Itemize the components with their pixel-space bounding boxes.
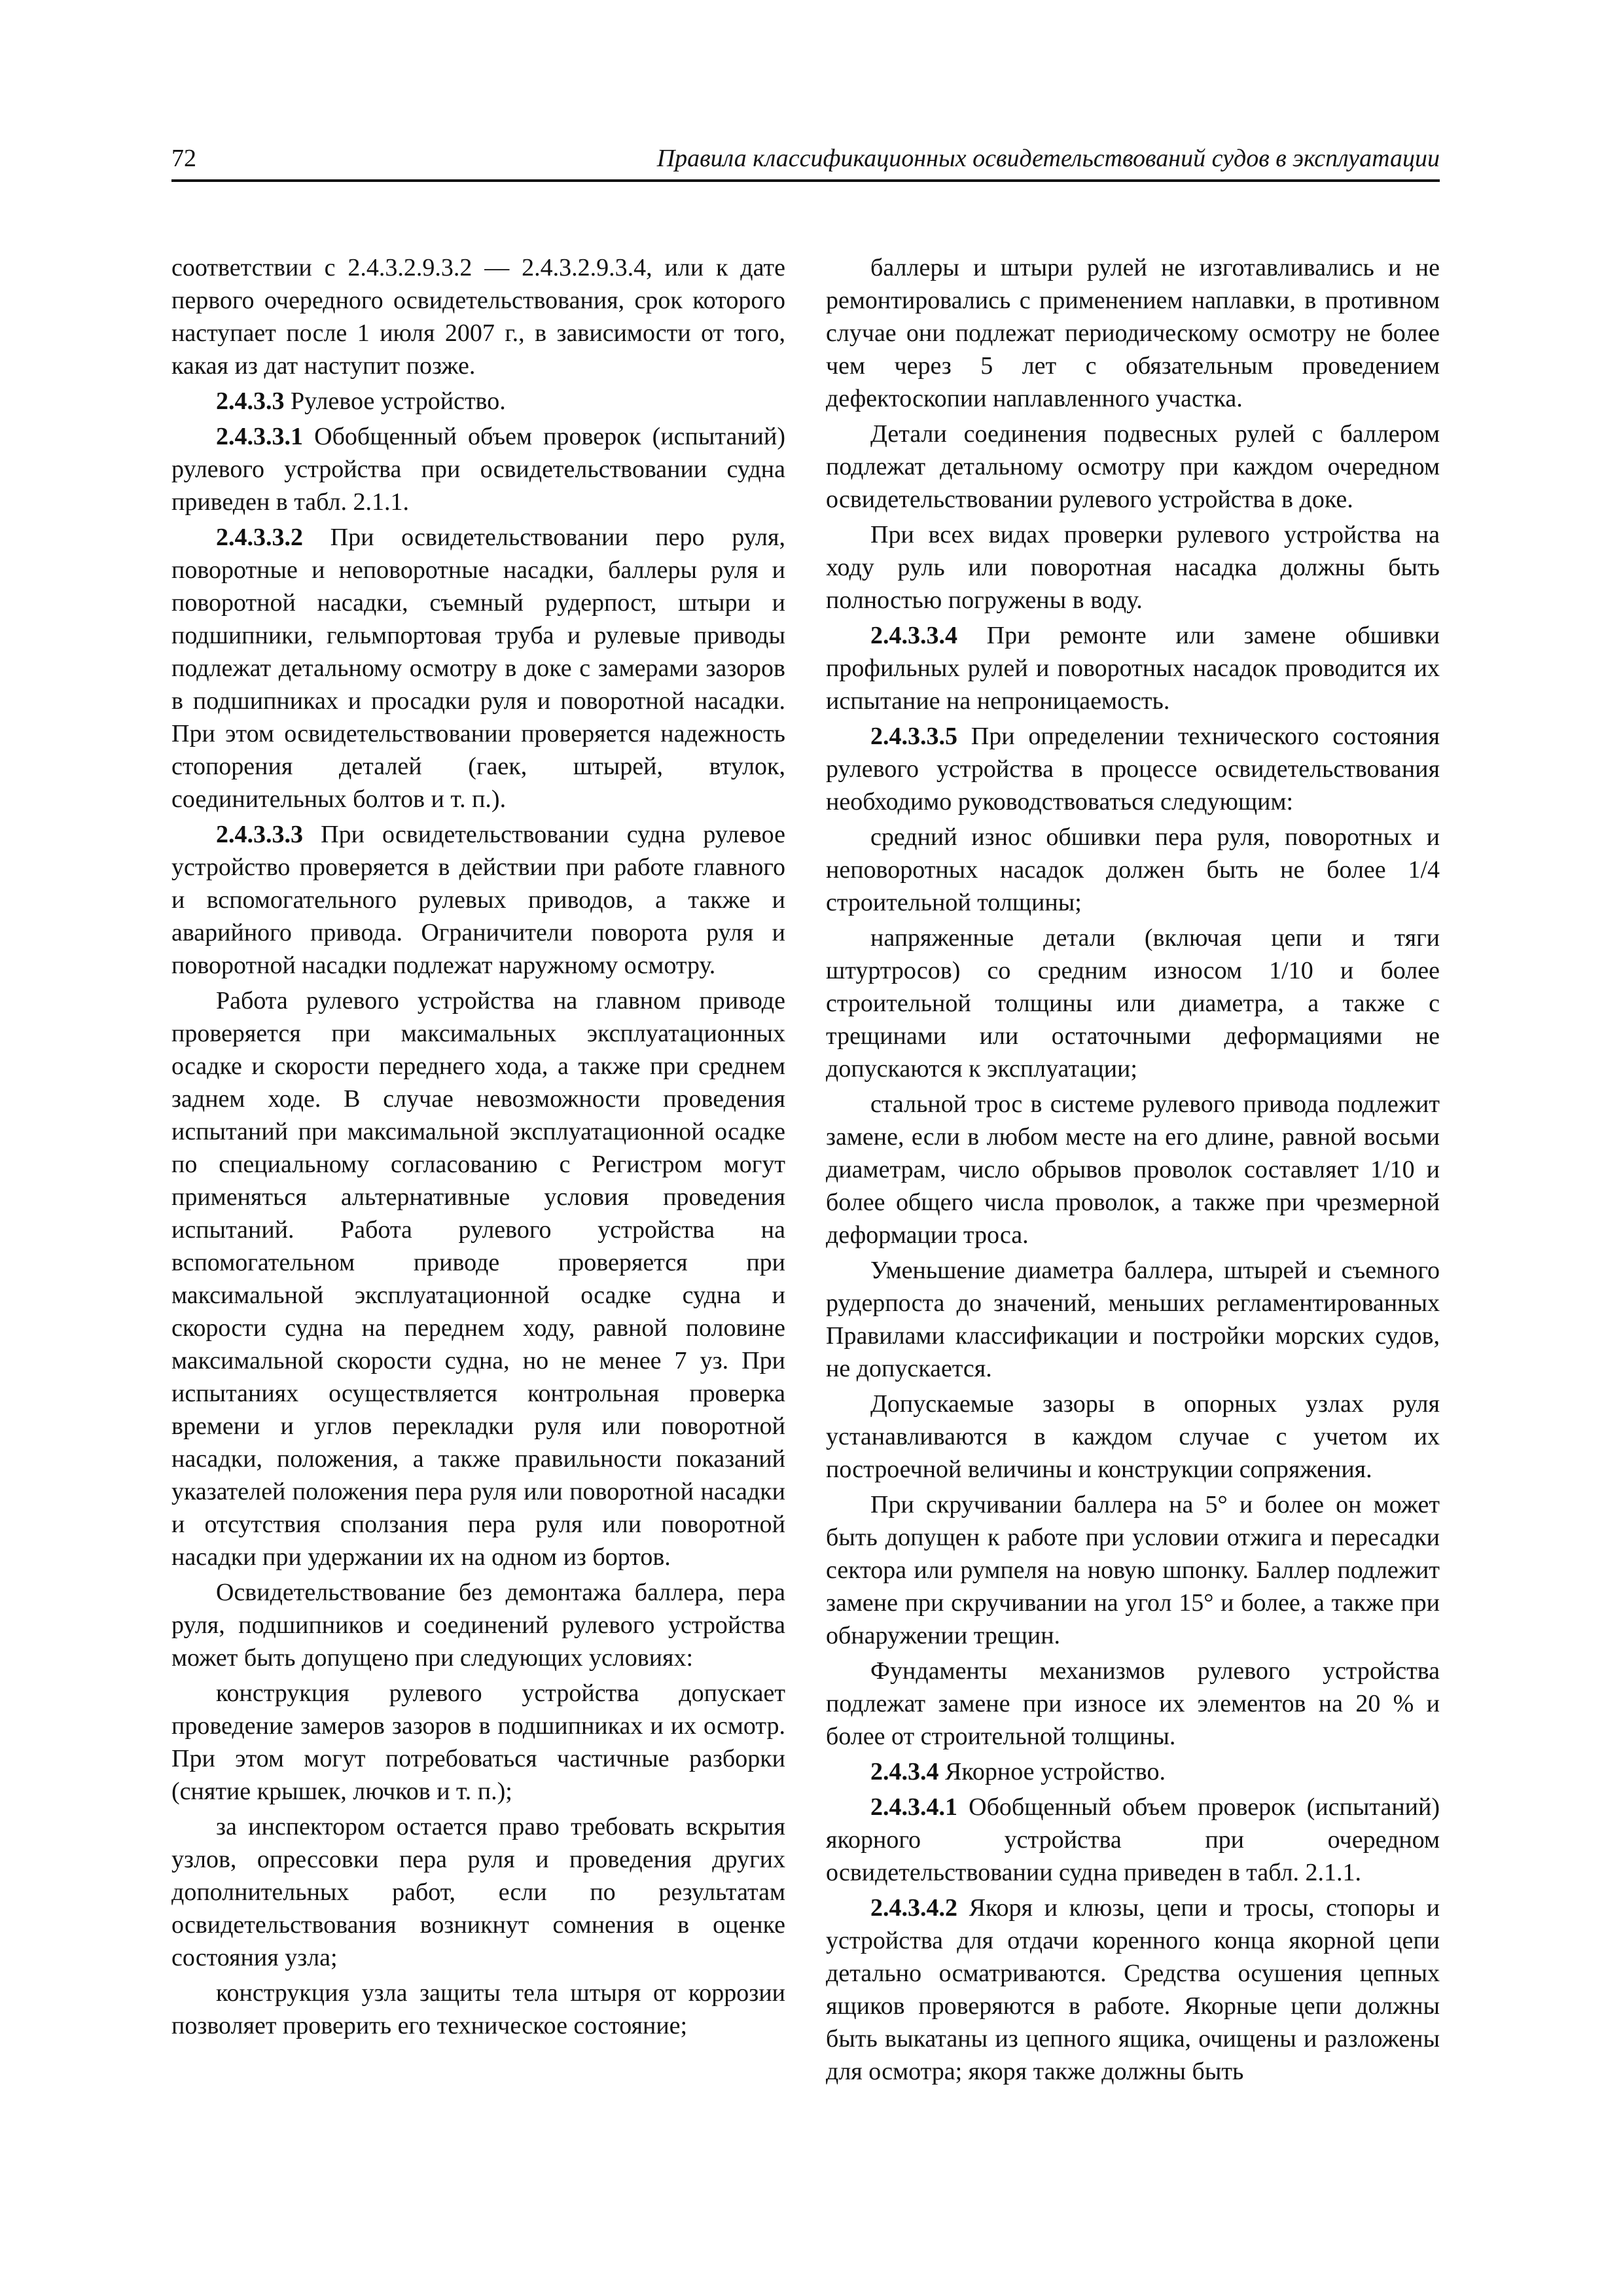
paragraph-text: Детали соединения подвесных рулей с баллером подлежат детальному осмотру при каждом очередном освидетельствовании рулевого устройства в доке. — [826, 420, 1440, 513]
paragraph-text: Допускаемые зазоры в опорных узлах руля устанавливаются в каждом случае с учетом их построечной величины и конструкции сопряжения. — [826, 1390, 1440, 1483]
section-number: 2.4.3.3.1 — [216, 423, 303, 450]
paragraph-text: При всех видах проверки рулевого устройства на ходу руль или поворотная насадка должны быть полностью погружены в воду. — [826, 521, 1440, 614]
section-number: 2.4.3.3.5 — [870, 723, 957, 750]
section-number: 2.4.3.3.3 — [216, 821, 303, 848]
paragraph — [826, 518, 1440, 617]
section-number: 2.4.3.4 — [870, 1758, 939, 1785]
paragraph — [171, 385, 785, 418]
paragraph-text: за инспектором остается право требовать вскрытия узлов, опрессовки пера руля и проведения других дополнительных работ, если по результатам освидетельствования возникнут сомнения в оценке состояния узла; — [171, 1813, 785, 1971]
paragraph — [826, 619, 1440, 717]
paragraph — [171, 1810, 785, 1974]
section-number: 2.4.3.4.1 — [870, 1793, 957, 1821]
paragraph-text: Обобщенный объем проверок (испытаний) якорного устройства при очередном освидетельствовании судна приведен в табл. 2.1.1. — [826, 1793, 1440, 1886]
page-number: 72 — [171, 145, 196, 172]
paragraph — [826, 1655, 1440, 1753]
paragraph — [171, 984, 785, 1573]
paragraph-text: средний износ обшивки пера руля, поворотных и неповоротных насадок должен быть не более 1/4 строительной толщины; — [826, 823, 1440, 916]
paragraph-text: При освидетельствовании перо руля, поворотные и неповоротные насадки, баллеры руля и поворотной насадки, съемный рудерпост, штыри и подшипники, гельмпортовая труба и рулевые приводы подлежат детальному осмотру в доке с замерами зазоров в подшипниках и просадки руля и поворотной насадки. При этом освидетельствовании проверяется надежность стопорения деталей (гаек, штырей, втулок, соединительных болтов и т. п.). — [171, 524, 785, 813]
paragraph-text: При определении технического состояния рулевого устройства в процессе освидетельствования необходимо руководствоваться следующим: — [826, 723, 1440, 816]
section-number: 2.4.3.4.2 — [870, 1894, 957, 1922]
paragraph — [826, 720, 1440, 818]
section-number: 2.4.3.3.4 — [870, 622, 957, 649]
paragraph — [826, 922, 1440, 1085]
paragraph — [171, 521, 785, 816]
paragraph-text: При скручивании баллера на 5° и более он может быть допущен к работе при условии отжига и пересадки сектора или румпеля на новую шпонку. Баллер подлежит замене при скручивании на угол 15° и более, а также при обнаружении трещин. — [826, 1491, 1440, 1649]
paragraph-text: Обобщенный объем проверок (испытаний) рулевого устройства при освидетельствовании судна приведен в табл. 2.1.1. — [171, 423, 785, 516]
paragraph — [171, 251, 785, 382]
paragraph — [826, 1088, 1440, 1251]
running-title: Правила классификационных освидетельствований судов в эксплуатации — [656, 145, 1440, 172]
paragraph — [826, 251, 1440, 415]
paragraph-text: При ремонте или замене обшивки профильных рулей и поворотных насадок проводится их испытание на непроницаемость. — [826, 622, 1440, 715]
paragraph-text: Фундаменты механизмов рулевого устройства подлежат замене при износе их элементов на 20 % и более от строительной толщины. — [826, 1657, 1440, 1750]
paragraph-text: Якоря и клюзы, цепи и тросы, стопоры и устройства для отдачи коренного конца якорной цепи детально осматриваются. Средства осушения цепных ящиков проверяются в работе. Якорные цепи должны быть выкатаны из цепного ящика, очищены и разложены для осмотра; якоря также должны быть — [826, 1894, 1440, 2085]
left-text-column — [171, 251, 785, 2042]
paragraph-text: напряженные детали (включая цепи и тяги штуртросов) со средним износом 1/10 и более строительной толщины или диаметра, а также с трещинами или остаточными деформациями не допускаются к эксплуатации; — [826, 924, 1440, 1083]
paragraph-text: стальной трос в системе рулевого привода подлежит замене, если в любом месте на его длине, равной восьми диаметрам, число обрывов проволок составляет 1/10 и более общего числа проволок, а также при чрезмерной деформации троса. — [826, 1090, 1440, 1249]
paragraph-text: Уменьшение диаметра баллера, штырей и съемного рудерпоста до значений, меньших регламентированных Правилами классификации и постройки морских судов, не допускается. — [826, 1257, 1440, 1382]
paragraph — [826, 1791, 1440, 1889]
paragraph-text: Освидетельствование без демонтажа баллера, пера руля, подшипников и соединений рулевого устройства может быть допущено при следующих условиях: — [171, 1579, 785, 1672]
paragraph — [826, 1892, 1440, 2088]
paragraph-text: конструкция рулевого устройства допускает проведение замеров зазоров в подшипниках и их осмотр. При этом могут потребоваться частичные разборки (снятие крышек, лючков и т. п.); — [171, 1679, 785, 1805]
paragraph — [826, 418, 1440, 516]
paragraph-text: конструкция узла защиты тела штыря от коррозии позволяет проверить его техническое состояние; — [171, 1979, 785, 2039]
paragraph — [826, 1388, 1440, 1486]
section-number: 2.4.3.3 — [216, 387, 285, 415]
paragraph — [171, 818, 785, 982]
paragraph — [171, 1977, 785, 2042]
paragraph-text: При освидетельствовании судна рулевое устройство проверяется в действии при работе главного и вспомогательного рулевых приводов, а также и аварийного привода. Ограничители поворота руля и поворотной насадки подлежат наружному осмотру. — [171, 821, 785, 979]
paragraph-text: Рулевое устройство. — [284, 387, 506, 415]
paragraph-text: баллеры и штыри рулей не изготавливались и не ремонтировались с применением наплавки, в противном случае они подлежат периодическому осмотру не более чем через 5 лет с обязательным проведением дефектоскопии наплавленного участка. — [826, 254, 1440, 412]
paragraph-text: соответствии с 2.4.3.2.9.3.2 — 2.4.3.2.9.3.4, или к дате первого очередного освидетельствования, срок которого наступает после 1 июля 2007 г., в зависимости от того, какая из дат наступит позже. — [171, 254, 785, 380]
section-number: 2.4.3.3.2 — [216, 524, 303, 551]
page-header — [171, 145, 1440, 182]
paragraph — [171, 1677, 785, 1808]
paragraph — [826, 1755, 1440, 1788]
paragraph-text: Работа рулевого устройства на главном приводе проверяется при максимальных эксплуатационных осадке и скорости переднего хода, а также при среднем заднем ходе. В случае невозможности проведения испытаний при максимальной эксплуатационной осадке по специальному согласованию с Регистром могут применяться альтернативные условия проведения испытаний. Работа рулевого устройства на вспомогательном приводе проверяется при максимальной эксплуатационной осадке судна и скорости судна на переднем ходу, равной половине максимальной скорости судна, но не менее 7 уз. При испытаниях осуществляется контрольная проверка времени и углов перекладки руля или поворотной насадки, положения, а также правильности показаний указателей положения пера руля или поворотной насадки и отсутствия сползания пера руля или поворотной насадки при удержании их на одном из бортов. — [171, 987, 785, 1571]
paragraph — [826, 821, 1440, 919]
paragraph — [826, 1254, 1440, 1385]
paragraph — [171, 1576, 785, 1674]
paragraph-text: Якорное устройство. — [938, 1758, 1166, 1785]
paragraph — [171, 420, 785, 518]
right-text-column — [826, 251, 1440, 2088]
paragraph — [826, 1488, 1440, 1652]
